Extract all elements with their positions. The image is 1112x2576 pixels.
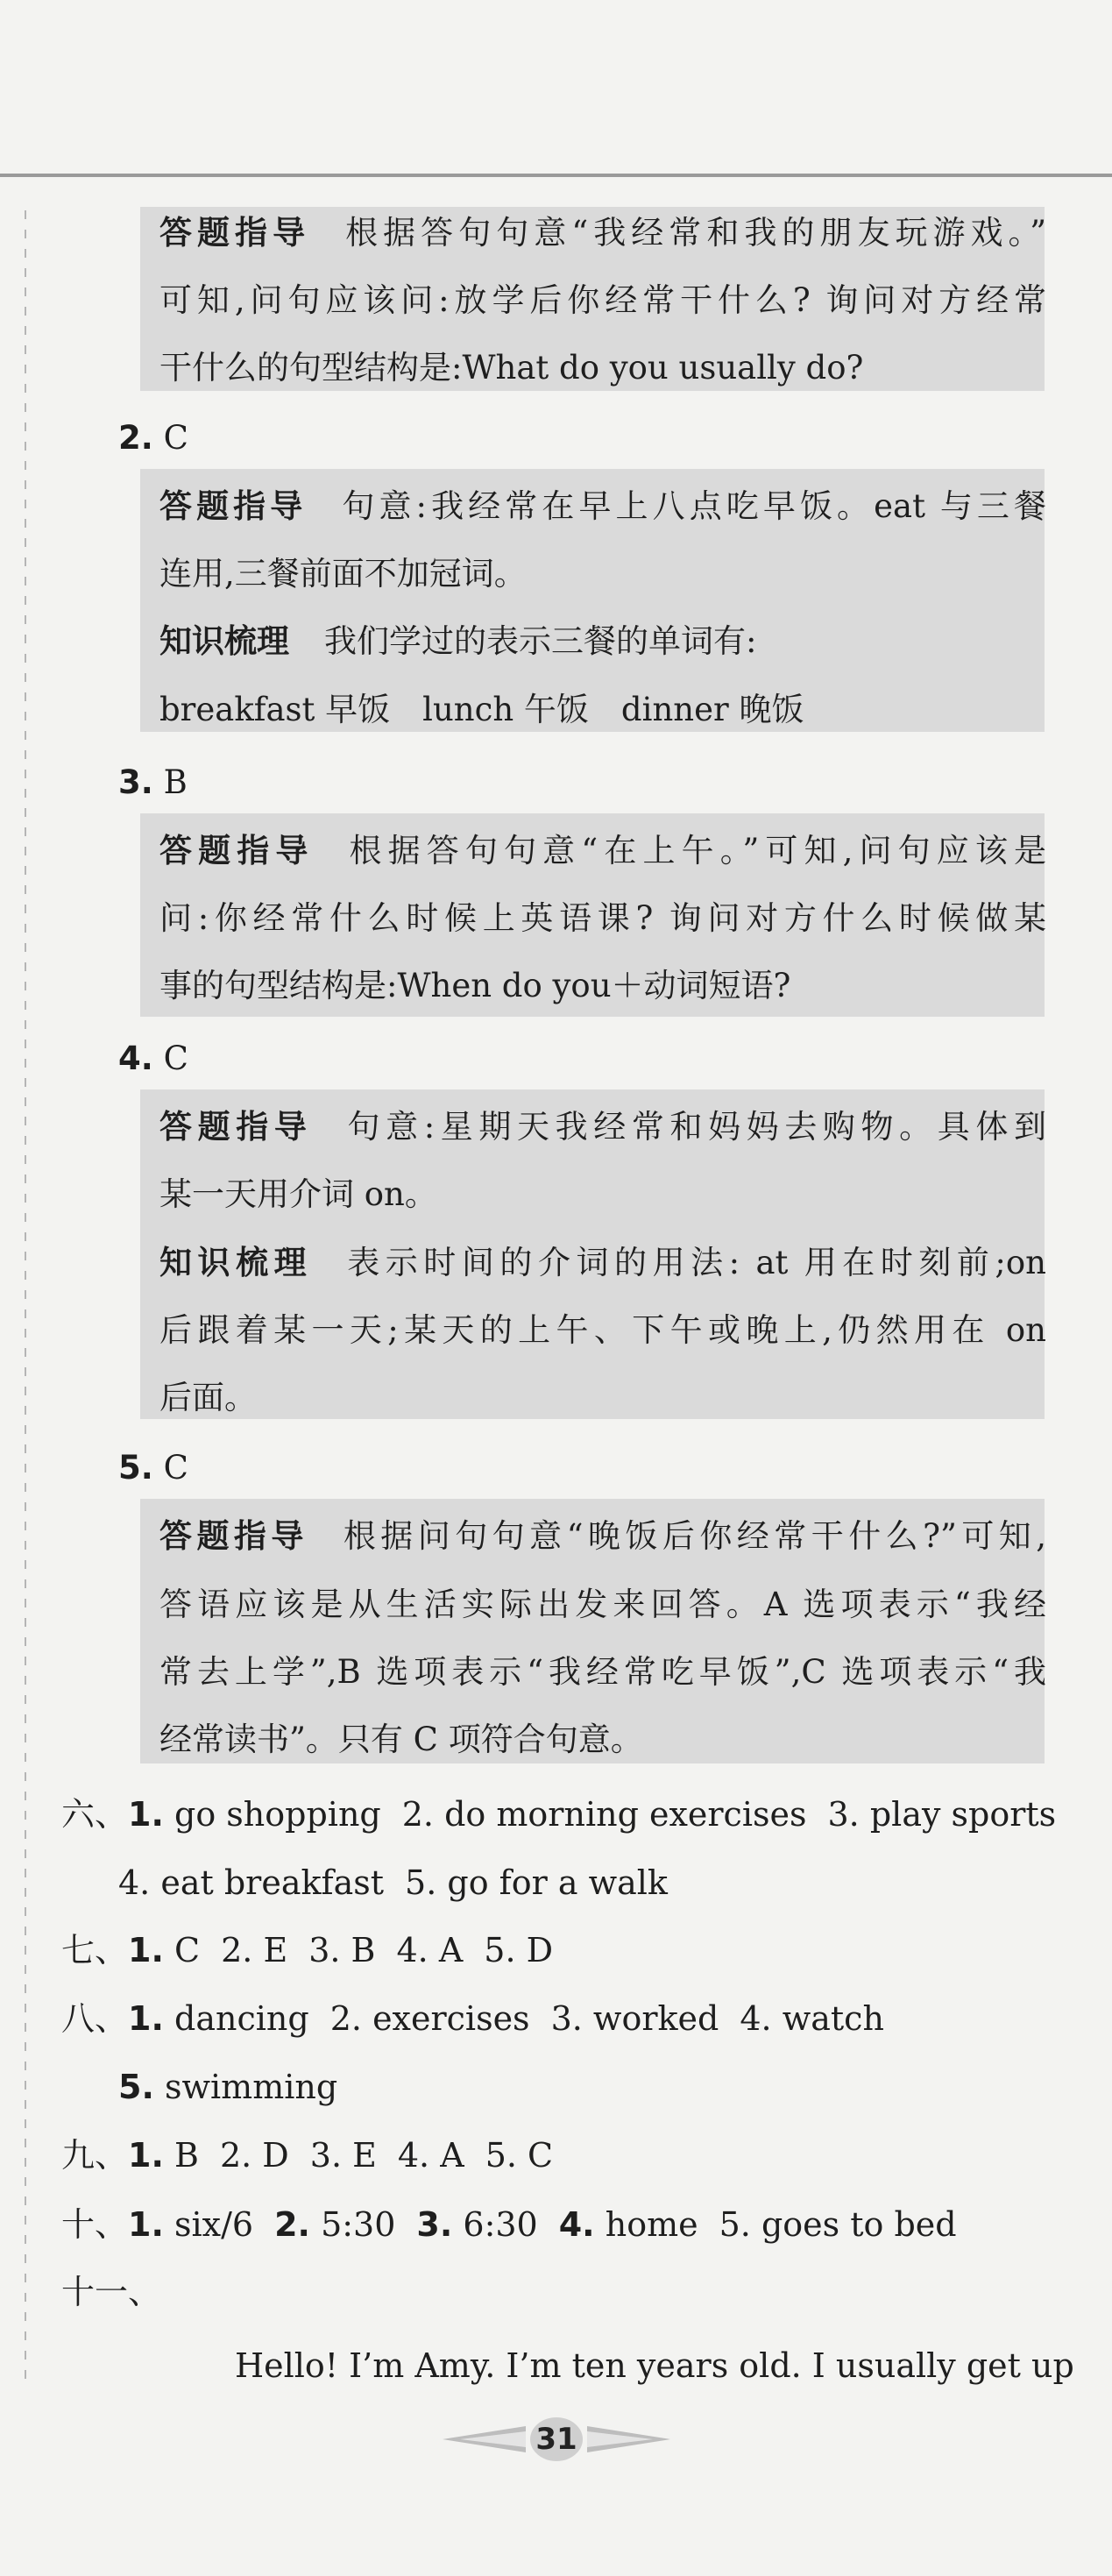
q1-guide-line-1: 答题指导 根据答句句意“我经常和我的朋友玩游戏。” [159,214,1046,252]
q2-answer: 2. C [118,419,188,457]
q5-answer: 5. C [118,1449,188,1487]
q3-answer: 3. B [118,763,188,801]
q4-answer: 4. C [118,1040,188,1077]
q2-guide-line-1: 答题指导 句意:我经常在早上八点吃早饭。eat 与三餐 [159,487,1046,525]
q5-guide-line-1: 答题指导 根据问句句意“晚饭后你经常干什么?”可知, [159,1517,1046,1555]
section-8-line-1: 八、1. dancing 2. exercises 3. worked 4. watch [61,1999,884,2038]
q4-guide-line-2: 某一天用介词 on。 [159,1175,437,1213]
q1-guide-line-2: 可知,问句应该问:放学后你经常干什么? 询问对方经常 [159,281,1046,319]
q3-guide-line-1: 答题指导 根据答句句意“在上午。”可知,问句应该是 [159,832,1047,869]
q1-guide-line-3: 干什么的句型结构是:What do you usually do? [159,349,864,387]
section-8-line-2: 5. swimming [118,2068,338,2106]
q4-knowledge-line-3: 后面。 [159,1379,257,1416]
header-rule [0,174,1112,177]
section-11-label: 十一、 [61,2273,162,2311]
q3-guide-line-2: 问:你经常什么时候上英语课? 询问对方什么时候做某 [159,899,1046,937]
page-number: 31 [530,2417,583,2461]
q2-knowledge-line-2: breakfast 早饭 lunch 午饭 dinner 晚饭 [159,691,804,728]
q2-guide-line-2: 连用,三餐前面不加冠词。 [159,555,527,593]
q5-guide-line-4: 经常读书”。只有 C 项符合句意。 [159,1721,643,1758]
margin-dashed-rule [25,210,26,2384]
q3-guide-line-3: 事的句型结构是:When do you＋动词短语? [159,967,791,1004]
section-6-line-2: 4. eat breakfast 5. go for a walk [118,1863,668,1902]
section-7-answers: 七、1. C 2. E 3. B 4. A 5. D [61,1931,554,1969]
q4-knowledge-line-2: 后跟着某一天;某天的上午、下午或晚上,仍然用在 on [159,1311,1046,1349]
section-6-line-1: 六、1. go shopping 2. do morning exercises 3. play sports [61,1795,1057,1834]
section-10-answers: 十、1. six/6 2. 5:30 3. 6:30 4. home 5. goes to bed [61,2205,957,2244]
section-11-passage: Hello! I’m Amy. I’m ten years old. I usually get up [235,2346,1074,2385]
q5-guide-line-2: 答语应该是从生活实际出发来回答。A 选项表示“我经 [159,1586,1046,1623]
q4-guide-line-1: 答题指导 句意:星期天我经常和妈妈去购物。具体到 [159,1108,1047,1146]
q5-guide-line-3: 常去上学”,B 选项表示“我经常吃早饭”,C 选项表示“我 [159,1653,1046,1691]
q2-knowledge-line-1: 知识梳理 我们学过的表示三餐的单词有: [159,622,757,660]
q4-knowledge-line-1: 知识梳理 表示时间的介词的用法: at 用在时刻前;on [159,1244,1046,1281]
section-9-answers: 九、1. B 2. D 3. E 4. A 5. C [61,2136,554,2175]
